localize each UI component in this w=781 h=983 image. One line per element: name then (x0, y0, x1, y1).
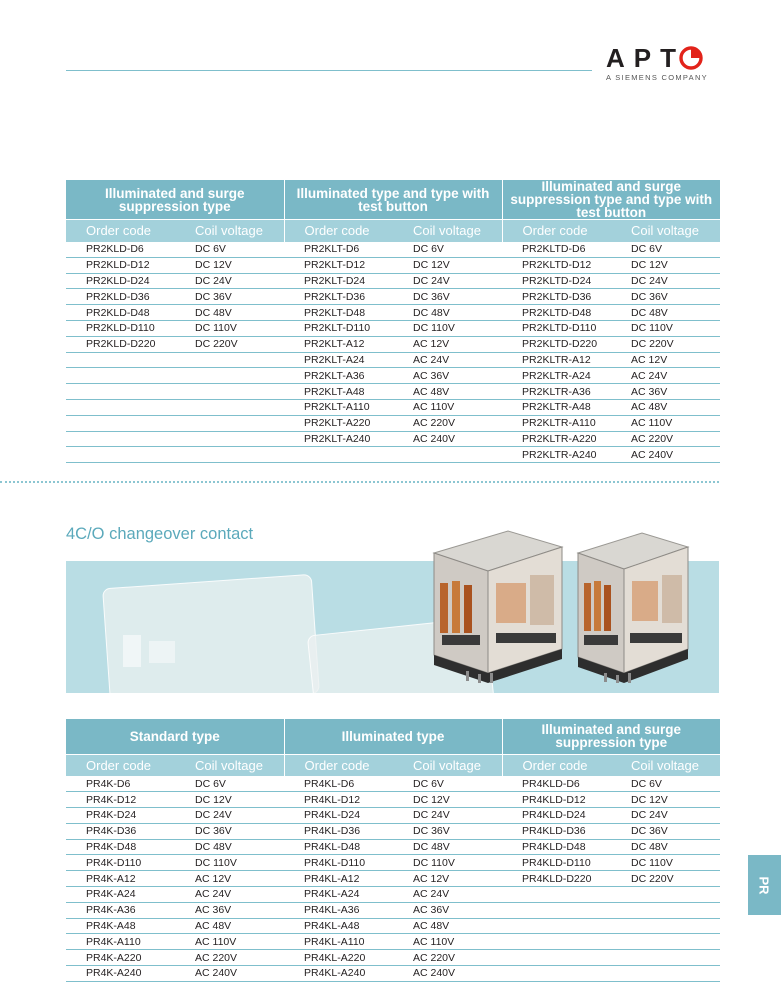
table-row (66, 431, 720, 447)
order-code-header: Order code (66, 220, 175, 242)
order-code-cell: PR2KLTR-A36 (502, 384, 611, 400)
order-code-cell: PR2KLTR-A220 (502, 431, 611, 447)
order-code-cell: PR4K-D6 (66, 776, 175, 792)
coil-voltage-cell: DC 36V (175, 823, 284, 839)
coil-voltage-cell: AC 240V (393, 966, 502, 982)
coil-voltage-cell: DC 48V (175, 305, 284, 321)
coil-voltage-cell (611, 902, 720, 918)
coil-voltage-header: Coil voltage (393, 220, 502, 242)
apt-logo (606, 44, 722, 82)
table-row (66, 273, 720, 289)
coil-voltage-cell: DC 48V (393, 839, 502, 855)
coil-voltage-cell: DC 6V (393, 242, 502, 258)
order-code-cell: PR4K-A12 (66, 871, 175, 887)
order-code-cell: PR4KLD-D48 (502, 839, 611, 855)
order-code-cell: PR2KLD-D24 (66, 273, 175, 289)
coil-voltage-cell: DC 110V (611, 855, 720, 871)
coil-voltage-cell: DC 12V (611, 792, 720, 808)
coil-voltage-cell: DC 48V (175, 839, 284, 855)
coil-voltage-cell: DC 220V (611, 336, 720, 352)
order-code-cell: PR4K-D36 (66, 823, 175, 839)
coil-voltage-cell: AC 220V (393, 415, 502, 431)
order-code-header: Order code (502, 754, 611, 776)
coil-voltage-cell: AC 110V (175, 934, 284, 950)
header-rule (66, 70, 592, 71)
coil-voltage-cell (175, 368, 284, 384)
coil-voltage-cell: DC 6V (611, 776, 720, 792)
order-code-cell: PR2KLTD-D6 (502, 242, 611, 258)
coil-voltage-cell: DC 24V (393, 273, 502, 289)
coil-voltage-cell: DC 220V (175, 336, 284, 352)
coil-voltage-header: Coil voltage (611, 220, 720, 242)
order-code-cell: PR2KLD-D110 (66, 320, 175, 336)
order-code-cell: PR4K-A220 (66, 950, 175, 966)
table-row (66, 902, 720, 918)
coil-voltage-cell: DC 12V (611, 257, 720, 273)
relay-table-4co (66, 719, 720, 982)
group-header: Standard type (66, 719, 284, 754)
order-code-cell: PR4KL-D36 (284, 823, 393, 839)
table-row (66, 399, 720, 415)
order-code-cell: PR4KLD-D12 (502, 792, 611, 808)
order-code-cell: PR4KLD-D36 (502, 823, 611, 839)
order-code-cell: PR2KLT-A24 (284, 352, 393, 368)
table-row (66, 289, 720, 305)
order-code-cell: PR2KLT-D110 (284, 320, 393, 336)
table-row (66, 447, 720, 463)
table-row (66, 776, 720, 792)
coil-voltage-cell: AC 48V (175, 918, 284, 934)
coil-voltage-cell: DC 6V (393, 776, 502, 792)
section-tab-label: PR (757, 875, 772, 895)
order-code-cell: PR4KL-A24 (284, 887, 393, 903)
coil-voltage-cell: AC 48V (393, 918, 502, 934)
apt-logo-mark-icon (679, 46, 703, 70)
table-row (66, 950, 720, 966)
order-code-cell: PR4K-D12 (66, 792, 175, 808)
coil-voltage-cell: AC 24V (393, 352, 502, 368)
order-code-cell: PR4KL-D24 (284, 808, 393, 824)
coil-voltage-cell: DC 12V (393, 792, 502, 808)
order-code-cell: PR4K-D48 (66, 839, 175, 855)
table-row (66, 792, 720, 808)
order-code-cell: PR4KL-D48 (284, 839, 393, 855)
order-code-cell: PR2KLT-D48 (284, 305, 393, 321)
section-title: 4C/O changeover contact (66, 525, 254, 543)
coil-voltage-cell: DC 12V (175, 792, 284, 808)
order-code-cell: PR2KLTR-A24 (502, 368, 611, 384)
order-code-cell: PR2KLD-D220 (66, 336, 175, 352)
order-code-cell: PR4KL-A110 (284, 934, 393, 950)
coil-voltage-cell: DC 36V (393, 289, 502, 305)
relay-table-2co (66, 180, 720, 463)
coil-voltage-cell: AC 48V (611, 399, 720, 415)
coil-voltage-cell: DC 24V (393, 808, 502, 824)
order-code-cell: PR4KL-A12 (284, 871, 393, 887)
order-code-cell: PR4K-A240 (66, 966, 175, 982)
coil-voltage-cell: AC 220V (175, 950, 284, 966)
order-code-cell (502, 934, 611, 950)
table-row (66, 823, 720, 839)
order-code-cell: PR2KLD-D12 (66, 257, 175, 273)
order-code-cell: PR2KLT-A12 (284, 336, 393, 352)
order-code-cell: PR2KLT-A36 (284, 368, 393, 384)
coil-voltage-cell (175, 399, 284, 415)
relay-ghost-detail-icon (121, 631, 181, 671)
coil-voltage-cell: DC 36V (175, 289, 284, 305)
order-code-cell (284, 447, 393, 463)
coil-voltage-cell (175, 384, 284, 400)
coil-voltage-header: Coil voltage (611, 754, 720, 776)
coil-voltage-cell: AC 110V (393, 399, 502, 415)
coil-voltage-cell: AC 36V (175, 902, 284, 918)
coil-voltage-cell: AC 36V (393, 368, 502, 384)
coil-voltage-cell: DC 110V (611, 320, 720, 336)
table-row (66, 855, 720, 871)
table-row (66, 839, 720, 855)
coil-voltage-cell: DC 36V (393, 823, 502, 839)
coil-voltage-cell: DC 24V (611, 273, 720, 289)
order-code-cell (502, 918, 611, 934)
order-code-header: Order code (502, 220, 611, 242)
coil-voltage-cell: AC 12V (393, 871, 502, 887)
order-code-cell: PR4K-A48 (66, 918, 175, 934)
coil-voltage-cell (611, 918, 720, 934)
group-header: Illuminated and surge suppression type and type with test button (502, 180, 720, 220)
coil-voltage-cell (611, 887, 720, 903)
coil-voltage-cell: DC 6V (175, 776, 284, 792)
table-row (66, 336, 720, 352)
group-header: Illuminated type (284, 719, 502, 754)
order-code-cell (66, 399, 175, 415)
order-code-cell: PR4K-A110 (66, 934, 175, 950)
order-code-header: Order code (284, 754, 393, 776)
order-code-cell: PR4KL-A240 (284, 966, 393, 982)
coil-voltage-cell: DC 48V (611, 839, 720, 855)
coil-voltage-cell: DC 12V (175, 257, 284, 273)
table-row (66, 242, 720, 258)
table-row (66, 934, 720, 950)
coil-voltage-cell: AC 110V (393, 934, 502, 950)
order-code-cell: PR2KLD-D36 (66, 289, 175, 305)
order-code-cell: PR2KLTR-A48 (502, 399, 611, 415)
order-code-cell (502, 966, 611, 982)
order-code-cell (502, 950, 611, 966)
order-code-cell: PR2KLT-A110 (284, 399, 393, 415)
table-row (66, 871, 720, 887)
coil-voltage-cell: AC 12V (175, 871, 284, 887)
order-code-cell (66, 431, 175, 447)
order-code-cell: PR2KLT-A48 (284, 384, 393, 400)
table-row (66, 966, 720, 982)
section-divider (0, 481, 719, 483)
order-code-cell: PR2KLT-A220 (284, 415, 393, 431)
order-code-cell: PR2KLD-D6 (66, 242, 175, 258)
relay-product-icon (572, 523, 692, 683)
coil-voltage-cell: AC 48V (393, 384, 502, 400)
table-row (66, 384, 720, 400)
order-code-cell: PR4KL-D12 (284, 792, 393, 808)
order-code-header: Order code (66, 754, 175, 776)
coil-voltage-cell: AC 240V (611, 447, 720, 463)
coil-voltage-cell: DC 110V (175, 855, 284, 871)
order-code-cell: PR2KLD-D48 (66, 305, 175, 321)
coil-voltage-cell (611, 950, 720, 966)
order-code-cell: PR4K-D24 (66, 808, 175, 824)
order-code-cell (66, 384, 175, 400)
table-row (66, 320, 720, 336)
coil-voltage-cell (175, 447, 284, 463)
coil-voltage-header: Coil voltage (393, 754, 502, 776)
order-code-cell: PR2KLTR-A110 (502, 415, 611, 431)
group-header: Illuminated and surge suppression type (502, 719, 720, 754)
coil-voltage-cell: DC 48V (611, 305, 720, 321)
table-row (66, 808, 720, 824)
coil-voltage-cell: AC 36V (611, 384, 720, 400)
table-row (66, 352, 720, 368)
order-code-cell: PR4KL-A220 (284, 950, 393, 966)
order-code-cell: PR4K-A24 (66, 887, 175, 903)
coil-voltage-cell (393, 447, 502, 463)
order-code-cell: PR4KL-D6 (284, 776, 393, 792)
coil-voltage-cell: DC 12V (393, 257, 502, 273)
order-code-cell (66, 415, 175, 431)
order-code-cell: PR4K-A36 (66, 902, 175, 918)
order-code-cell: PR4KLD-D6 (502, 776, 611, 792)
coil-voltage-cell: DC 36V (611, 289, 720, 305)
coil-voltage-cell: AC 240V (393, 431, 502, 447)
coil-voltage-cell: DC 110V (393, 320, 502, 336)
logo-tagline: A SIEMENS COMPANY (606, 73, 708, 82)
order-code-cell: PR4KLD-D220 (502, 871, 611, 887)
order-code-cell: PR2KLTD-D220 (502, 336, 611, 352)
group-header: Illuminated and surge suppression type (66, 180, 284, 220)
order-code-cell (502, 902, 611, 918)
order-code-cell: PR4KLD-D24 (502, 808, 611, 824)
order-code-cell: PR2KLT-D24 (284, 273, 393, 289)
coil-voltage-cell: DC 6V (611, 242, 720, 258)
coil-voltage-cell: AC 220V (611, 431, 720, 447)
coil-voltage-cell (175, 431, 284, 447)
order-code-cell: PR2KLTD-D48 (502, 305, 611, 321)
table-row (66, 368, 720, 384)
coil-voltage-cell: AC 220V (393, 950, 502, 966)
coil-voltage-cell: AC 240V (175, 966, 284, 982)
order-code-cell: PR2KLTD-D24 (502, 273, 611, 289)
order-code-cell: PR4K-D110 (66, 855, 175, 871)
coil-voltage-cell: DC 110V (393, 855, 502, 871)
subheader-row (66, 220, 720, 242)
coil-voltage-cell (611, 966, 720, 982)
coil-voltage-cell: AC 24V (611, 368, 720, 384)
coil-voltage-cell (175, 352, 284, 368)
coil-voltage-cell: AC 12V (611, 352, 720, 368)
coil-voltage-cell: DC 6V (175, 242, 284, 258)
table-row (66, 305, 720, 321)
table-row (66, 415, 720, 431)
coil-voltage-cell: DC 24V (611, 808, 720, 824)
order-code-cell: PR4KL-A48 (284, 918, 393, 934)
coil-voltage-cell: DC 220V (611, 871, 720, 887)
table-row (66, 918, 720, 934)
coil-voltage-cell: AC 36V (393, 902, 502, 918)
coil-voltage-cell: AC 24V (175, 887, 284, 903)
order-code-cell: PR2KLT-A240 (284, 431, 393, 447)
order-code-cell: PR4KLD-D110 (502, 855, 611, 871)
coil-voltage-cell: AC 24V (393, 887, 502, 903)
coil-voltage-cell (175, 415, 284, 431)
coil-voltage-cell (611, 934, 720, 950)
coil-voltage-cell: DC 110V (175, 320, 284, 336)
coil-voltage-cell: AC 12V (393, 336, 502, 352)
order-code-cell (66, 447, 175, 463)
order-code-cell: PR2KLTD-D12 (502, 257, 611, 273)
order-code-cell: PR2KLT-D12 (284, 257, 393, 273)
order-code-header: Order code (284, 220, 393, 242)
subheader-row (66, 754, 720, 776)
table-row (66, 257, 720, 273)
coil-voltage-header: Coil voltage (175, 754, 284, 776)
table-body (66, 242, 720, 463)
order-code-cell: PR2KLT-D6 (284, 242, 393, 258)
order-code-cell (66, 352, 175, 368)
coil-voltage-header: Coil voltage (175, 220, 284, 242)
order-code-cell: PR2KLTR-A240 (502, 447, 611, 463)
coil-voltage-cell: DC 36V (611, 823, 720, 839)
order-code-cell: PR4KL-D110 (284, 855, 393, 871)
coil-voltage-cell: DC 24V (175, 273, 284, 289)
order-code-cell (66, 368, 175, 384)
table-body (66, 776, 720, 981)
order-code-cell: PR2KLTD-D110 (502, 320, 611, 336)
table-row (66, 887, 720, 903)
coil-voltage-cell: AC 110V (611, 415, 720, 431)
order-code-cell: PR2KLTR-A12 (502, 352, 611, 368)
coil-voltage-cell: DC 48V (393, 305, 502, 321)
section-tab-pr[interactable] (748, 855, 781, 915)
group-header: Illuminated type and type with test button (284, 180, 502, 220)
relay-product-icon (426, 523, 566, 683)
coil-voltage-cell: DC 24V (175, 808, 284, 824)
order-code-cell: PR4KL-A36 (284, 902, 393, 918)
order-code-cell: PR2KLTD-D36 (502, 289, 611, 305)
order-code-cell (502, 887, 611, 903)
logo-wordmark: APT (606, 43, 685, 73)
order-code-cell: PR2KLT-D36 (284, 289, 393, 305)
